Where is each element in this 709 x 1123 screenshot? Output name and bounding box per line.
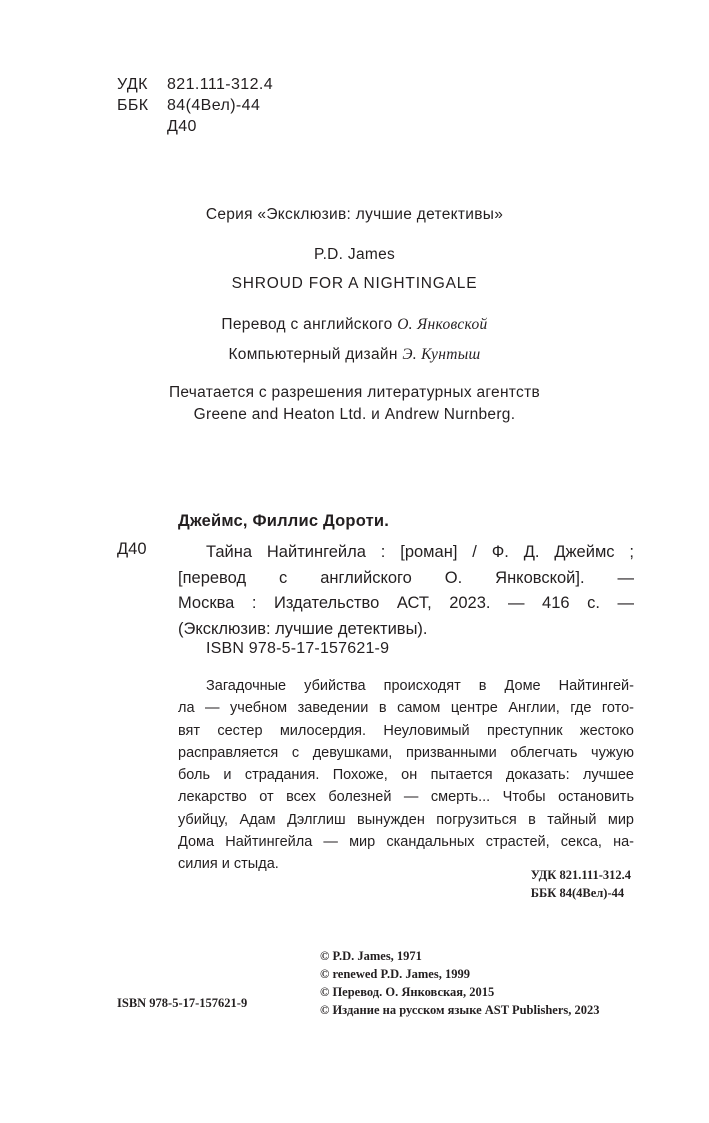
- annotation-line: вят сестер милосердия. Неуловимый преступник жестоко: [178, 722, 634, 739]
- bibliographic-record: [178, 540, 634, 642]
- bbk-row: [117, 95, 273, 116]
- copyright-line: © renewed P.D. James, 1999: [320, 967, 470, 981]
- annotation-line: ла — учебном заведении в самом центре Англии, где гото-: [178, 700, 634, 717]
- annotation: [178, 675, 634, 876]
- annotation-line: боль и страдания. Похоже, он пытается доказать: лучшее: [178, 767, 634, 784]
- record-line: Тайна Найтингейла : [роман] / Ф. Д. Джеймс ;: [206, 543, 634, 561]
- classification-block-top: [117, 74, 273, 137]
- udk-row: [117, 74, 273, 95]
- translation-credit: [0, 316, 709, 334]
- author-mark: Д40: [117, 540, 147, 558]
- annotation-line: убийцу, Адам Дэлглиш вынужден погрузиться в тайный мир: [178, 811, 634, 828]
- bbk-bottom: ББК 84(4Вел)-44: [530, 886, 625, 900]
- author-mark-top: Д40: [167, 118, 197, 135]
- udk-value: 821.111-312.4: [167, 76, 274, 93]
- udk-label: УДК: [117, 76, 148, 93]
- designer-name: Э. Кунтыш: [402, 346, 481, 363]
- copyright-block: [320, 947, 600, 1019]
- original-title: SHROUD FOR A NIGHTINGALE: [231, 275, 478, 292]
- copyright-line: © Перевод. О. Янковская, 2015: [320, 985, 495, 999]
- author-heading: Джеймс, Филлис Дороти.: [178, 512, 389, 530]
- record-line: [перевод с английского О. Янковской]. —: [178, 568, 634, 587]
- classification-block-bottom: [531, 866, 631, 902]
- annotation-line: силия и стыда.: [178, 856, 279, 873]
- record-line: (Эксклюзив: лучшие детективы).: [178, 619, 428, 638]
- udk-bottom: УДК 821.111-312.4: [530, 868, 631, 882]
- series-line: Серия «Эксклюзив: лучшие детективы»: [205, 206, 504, 223]
- copyright-line: © P.D. James, 1971: [320, 949, 422, 963]
- annotation-line: Дома Найтингейла — мир скандальных страстей, секса, на-: [178, 834, 634, 851]
- permission-line-1: Печатается с разрешения литературных агентств: [168, 384, 541, 401]
- annotation-line: лекарство от всех болезней — смерть... Чтобы остановить: [178, 789, 634, 806]
- annotation-line: Загадочные убийства происходят в Доме Найтингей-: [206, 678, 634, 694]
- translator-name: О. Янковской: [397, 316, 488, 333]
- translation-prefix: Перевод с английского: [221, 316, 393, 333]
- original-author: P.D. James: [313, 246, 396, 263]
- record-line: Москва : Издательство АСТ, 2023. — 416 с. —: [178, 594, 634, 612]
- bbk-value: 84(4Вел)-44: [167, 97, 261, 114]
- design-prefix: Компьютерный дизайн: [228, 346, 398, 363]
- bbk-label: ББК: [117, 97, 149, 114]
- copyright-line: © Издание на русском языке AST Publishers, 2023: [320, 1003, 600, 1017]
- isbn-bottom: ISBN 978-5-17-157621-9: [117, 996, 248, 1010]
- isbn-record: ISBN 978-5-17-157621-9: [206, 640, 390, 657]
- annotation-line: расправляется с девушками, призванными облегчать чужую: [178, 744, 634, 761]
- design-credit: [0, 346, 709, 364]
- permission-line-2: Greene and Heaton Ltd. и Andrew Nurnberg.: [193, 406, 516, 423]
